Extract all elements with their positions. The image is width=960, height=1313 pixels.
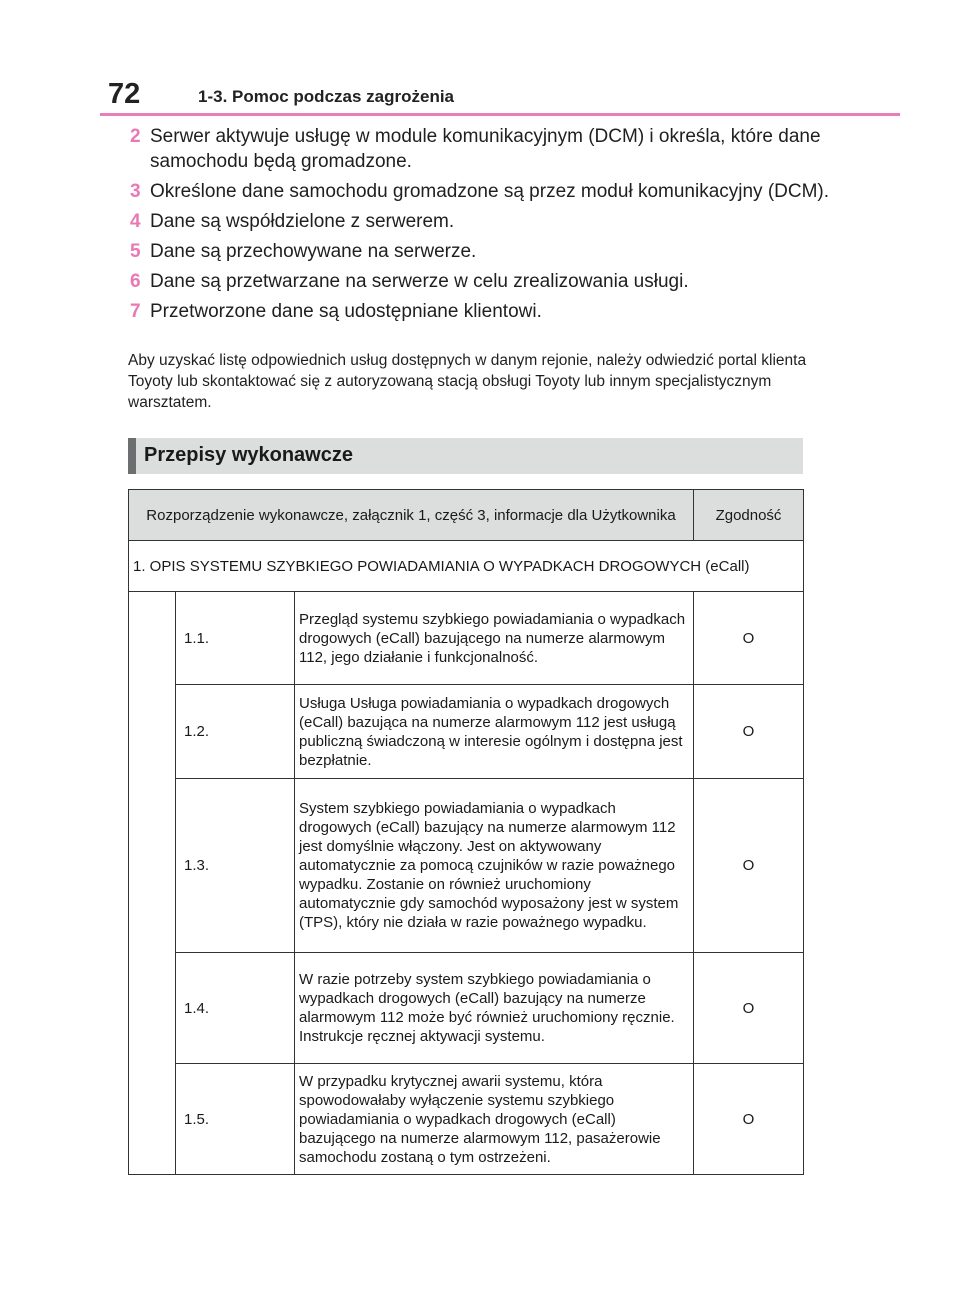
row-description: Usługa Usługa powiadamiania o wypadkach drogowych (eCall) bazująca na numerze alarmowym 112 jest usługą publiczną świadczoną w interesie ogólnym i dostępna jest bezpłatnie. — [295, 685, 694, 779]
table-row — [129, 1064, 804, 1175]
header-divider — [100, 113, 900, 116]
step-item — [130, 209, 830, 234]
table-row — [129, 953, 804, 1064]
row-conformity: O — [694, 1064, 804, 1175]
banner-title: Przepisy wykonawcze — [144, 444, 353, 466]
table-row — [129, 779, 804, 953]
step-number: 3 — [130, 181, 141, 202]
step-number: 2 — [130, 126, 141, 147]
section-banner — [128, 438, 803, 474]
step-item — [130, 179, 830, 204]
row-conformity: O — [694, 779, 804, 953]
row-number: 1.3. — [176, 779, 295, 953]
row-number: 1.5. — [176, 1064, 295, 1175]
section-title: 1-3. Pomoc podczas zagrożenia — [198, 87, 455, 106]
header-regulation: Rozporządzenie wykonawcze, załącznik 1, część 3, informacje dla Użytkownika — [129, 490, 694, 541]
steps-list — [130, 124, 830, 329]
page-number: 72 — [108, 78, 141, 110]
row-number: 1.2. — [176, 685, 295, 779]
row-description: Przegląd systemu szybkiego powiadamiania o wypadkach drogowych (eCall) bazującego na numerze alarmowym 112, jego działanie i funkcjonalność. — [295, 592, 694, 685]
regulation-table — [128, 489, 804, 1175]
table-header-row — [129, 490, 804, 541]
step-item — [130, 124, 830, 174]
step-item — [130, 269, 830, 294]
step-text: Dane są przechowywane na serwerze. — [150, 241, 477, 262]
banner-accent-bar — [128, 438, 136, 474]
row-conformity: O — [694, 592, 804, 685]
row-description: System szybkiego powiadamiania o wypadkach drogowych (eCall) bazujący na numerze alarmowym 112 jest domyślnie włączony. Jest on aktywowany automatycznie za pomocą czujników w razie poważnego wypadku. Zostanie on również uruchomiony automatycznie gdy samochód wyposażony jest w system (TPS), który nie działa w razie poważnego wypadku. — [295, 779, 694, 953]
table-row — [129, 685, 804, 779]
step-text: Przetworzone dane są udostępniane klientowi. — [150, 301, 542, 322]
indent-cell — [129, 592, 176, 1175]
step-item — [130, 239, 830, 264]
info-paragraph: Aby uzyskać listę odpowiednich usług dostępnych w danym rejonie, należy odwiedzić portal klienta Toyoty lub skontaktować się z autoryzowaną stacją obsługi Toyoty lub innym specjalistycznym warsztatem. — [128, 352, 807, 411]
section-row-text: 1. OPIS SYSTEMU SZYBKIEGO POWIADAMIANIA O WYPADKACH DROGOWYCH (eCall) — [129, 541, 804, 592]
row-conformity: O — [694, 685, 804, 779]
step-number: 4 — [130, 211, 141, 232]
row-description: W przypadku krytycznej awarii systemu, która spowodowałaby wyłączenie systemu szybkiego powiadamiania o wypadkach drogowych (eCall) bazującego na numerze alarmowym 112, pasażerowie samochodu zostaną o tym ostrzeżeni. — [295, 1064, 694, 1175]
row-conformity: O — [694, 953, 804, 1064]
row-description: W razie potrzeby system szybkiego powiadamiania o wypadkach drogowych (eCall) bazujący na numerze alarmowym 112 może być również uruchomiony ręcznie. Instrukcje ręcznej aktywacji systemu. — [295, 953, 694, 1064]
step-text: Serwer aktywuje usługę w module komunikacyjnym (DCM) i określa, które dane samochodu będą gromadzone. — [150, 126, 821, 172]
step-text: Dane są współdzielone z serwerem. — [150, 211, 455, 232]
row-number: 1.1. — [176, 592, 295, 685]
step-text: Określone dane samochodu gromadzone są przez moduł komunikacyjny (DCM). — [150, 181, 830, 202]
step-text: Dane są przetwarzane na serwerze w celu zrealizowania usługi. — [150, 271, 689, 292]
table-row — [129, 592, 804, 685]
row-number: 1.4. — [176, 953, 295, 1064]
step-number: 7 — [130, 301, 141, 322]
page-header — [100, 78, 900, 114]
table-section-row — [129, 541, 804, 592]
step-number: 6 — [130, 271, 141, 292]
header-conformity: Zgodność — [694, 490, 804, 541]
step-number: 5 — [130, 241, 141, 262]
step-item — [130, 299, 830, 324]
